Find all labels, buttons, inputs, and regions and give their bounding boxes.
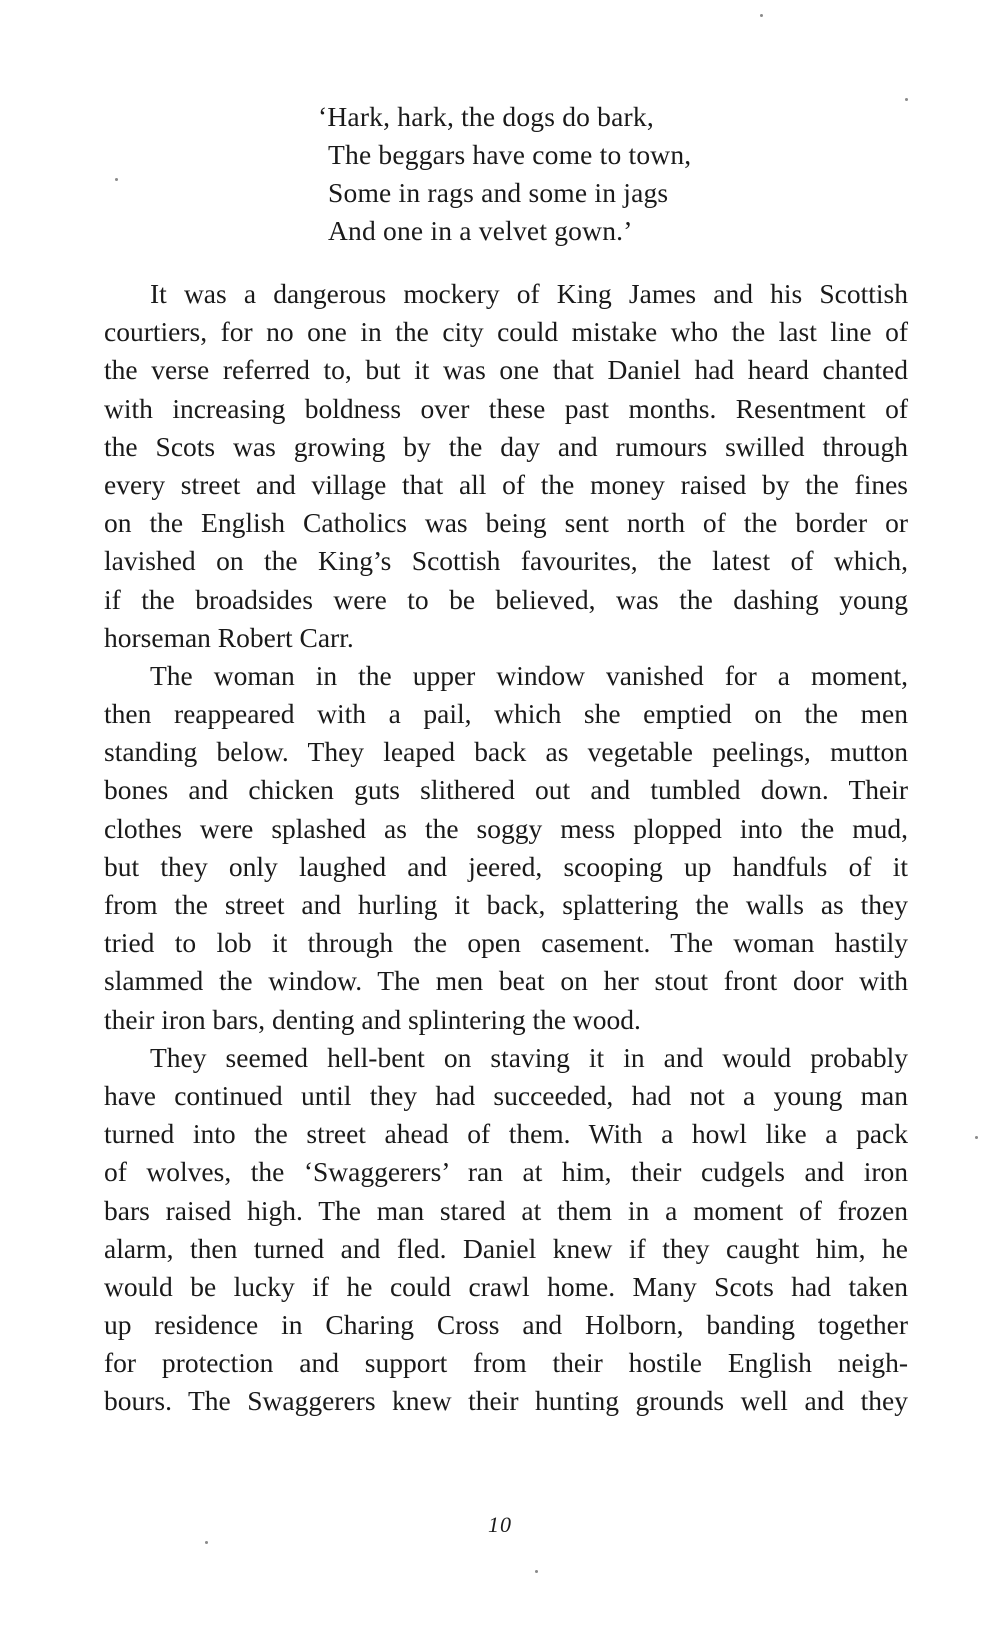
text-line: with increasing boldness over these past months. Resentment of	[104, 392, 908, 424]
text-line: but they only laughed and jeered, scooping up handfuls of it	[104, 850, 908, 882]
paragraph	[104, 657, 908, 1039]
text-line: for protection and support from their hostile English neigh-	[104, 1347, 908, 1379]
verse-line: ‘Hark, hark, the dogs do bark,	[318, 101, 654, 132]
text-line: standing below. They leaped back as vegetable peelings, mutton	[104, 736, 908, 768]
text-line: if the broadsides were to be believed, was the dashing young	[104, 583, 908, 615]
text-line: up residence in Charing Cross and Holborn, banding together	[104, 1309, 908, 1341]
page-number: 10	[488, 1512, 512, 1537]
verse-line: The beggars have come to town,	[328, 139, 692, 170]
text-line: from the street and hurling it back, splattering the walls as they	[104, 889, 908, 920]
paragraph	[104, 1039, 908, 1421]
text-line: tried to lob it through the open casement. The woman hastily	[104, 927, 908, 959]
paragraph	[104, 275, 908, 657]
text-line: horseman Robert Carr.	[104, 621, 354, 653]
text-line: It was a dangerous mockery of King James and his Scottish	[150, 278, 908, 309]
text-line: their iron bars, denting and splintering the wood.	[104, 1003, 641, 1035]
body-text	[104, 275, 908, 1421]
verse-line: Some in rags and some in jags	[328, 177, 669, 208]
text-line: of wolves, the ‘Swaggerers’ ran at him, their cudgels and iron	[104, 1156, 908, 1188]
text-line: bours. The Swaggerers knew their hunting grounds well and they	[104, 1385, 908, 1417]
scan-speck	[905, 98, 908, 101]
text-line: courtiers, for no one in the city could mistake who the last line of	[104, 316, 908, 348]
text-line: slammed the window. The men beat on her stout front door with	[104, 965, 908, 997]
text-line: lavished on the King’s Scottish favourites, the latest of which,	[104, 545, 908, 577]
text-line: have continued until they had succeeded, had not a young man	[104, 1079, 908, 1111]
verse-line: And one in a velvet gown.’	[328, 215, 633, 246]
scan-speck	[535, 1570, 538, 1573]
text-line: turned into the street ahead of them. With a howl like a pack	[104, 1118, 908, 1150]
text-line: alarm, then turned and fled. Daniel knew if they caught him, he	[104, 1232, 908, 1264]
scan-speck	[205, 1541, 208, 1544]
scan-speck	[115, 178, 118, 181]
text-line: every street and village that all of the money raised by the fines	[104, 468, 908, 500]
verse-block	[318, 98, 692, 250]
text-line: on the English Catholics was being sent north of the border or	[104, 507, 908, 539]
scan-speck	[760, 14, 763, 17]
text-line: clothes were splashed as the soggy mess plopped into the mud,	[104, 812, 908, 844]
scan-speck	[975, 1136, 978, 1139]
text-line: The woman in the upper window vanished for a moment,	[150, 659, 908, 691]
text-line: bars raised high. The man stared at them in a moment of frozen	[104, 1194, 908, 1226]
text-line: the Scots was growing by the day and rumours swilled through	[104, 430, 908, 462]
text-line: They seemed hell-bent on staving it in and would probably	[150, 1041, 908, 1073]
text-line: the verse referred to, but it was one that Daniel had heard chanted	[104, 354, 908, 386]
text-line: then reappeared with a pail, which she emptied on the men	[104, 698, 908, 730]
text-line: bones and chicken guts slithered out and tumbled down. Their	[104, 774, 908, 806]
text-line: would be lucky if he could crawl home. Many Scots had taken	[104, 1270, 908, 1302]
